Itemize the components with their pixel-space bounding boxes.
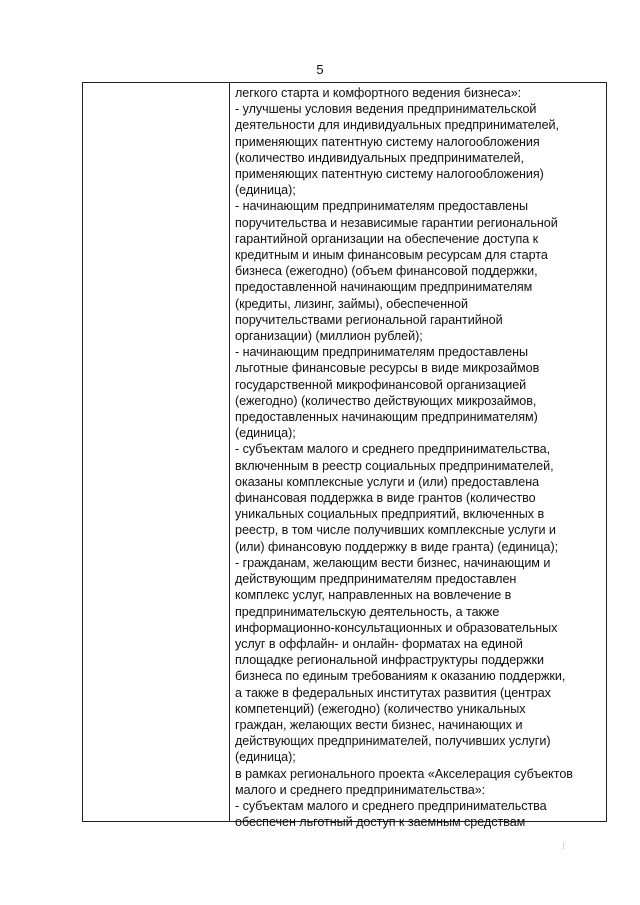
document-table (82, 82, 607, 830)
text-line: применяющих патентную систему налогообложения (235, 134, 540, 149)
scan-speck: ⁝ (562, 841, 565, 851)
text-line: финансовая поддержка в виде грантов (количество (235, 491, 536, 506)
text-line: применяющих патентную систему налогообложения) (235, 167, 544, 182)
text-line: площадке региональной инфраструктуры поддержки (235, 653, 544, 668)
text-line: льготные финансовые ресурсы в виде микрозаймов (235, 361, 540, 376)
text-line: - начинающим предпринимателям предоставлены (235, 199, 529, 214)
text-line: - гражданам, желающим вести бизнес, начинающим и (235, 555, 551, 570)
text-line: - субъектам малого и среднего предпринимательства, (235, 442, 551, 457)
text-line: услуг в оффлайн- и онлайн- форматах на единой (235, 636, 523, 651)
text-line: (кредиты, лизинг, займы), обеспеченной (235, 296, 468, 311)
text-line: обеспечен льготный доступ к заемным средствам (235, 815, 526, 830)
text-line: (ежегодно) (количество действующих микрозаймов, (235, 393, 537, 408)
page-number: 5 (316, 62, 324, 77)
text-line: оказаны комплексные услуги и (или) предоставлена (235, 474, 540, 489)
text-line: а также в федеральных институтах развития (центрах (235, 685, 551, 700)
text-line: организации) (миллион рублей); (235, 329, 423, 344)
text-line: граждан, желающих вести бизнес, начинающих и (235, 717, 523, 732)
text-line: предпринимательскую деятельность, а также (235, 604, 500, 619)
text-line: (количество индивидуальных предпринимателей, (235, 150, 524, 165)
text-line: деятельности для индивидуальных предпринимателей, (235, 118, 559, 133)
text-line: кредитным и иным финансовым ресурсам для старта (235, 248, 548, 263)
text-line: государственной микрофинансовой организацией (235, 377, 527, 392)
table-left-cell (83, 83, 230, 821)
text-line: - субъектам малого и среднего предпринимательства (235, 798, 547, 813)
text-line: комплекс услуг, направленных на вовлечение в (235, 588, 512, 603)
text-line: компетенций) (ежегодно) (количество уникальных (235, 701, 526, 716)
text-line: действующих предпринимателей, получивших услуги) (235, 734, 551, 749)
text-line: включенным в реестр социальных предпринимателей, (235, 458, 554, 473)
text-line: в рамках регионального проекта «Акселерация субъектов (235, 766, 573, 781)
text-line: бизнеса по единым требованиям к оказанию поддержки, (235, 669, 566, 684)
text-line: действующим предпринимателям предоставлен (235, 572, 517, 587)
text-line: предоставленных начинающим предпринимателям) (235, 410, 538, 425)
text-line: - улучшены условия ведения предпринимательской (235, 102, 537, 117)
text-line: предоставленной начинающим предпринимателям (235, 280, 533, 295)
text-line: - начинающим предпринимателям предоставлены (235, 345, 529, 360)
text-line: (единица); (235, 183, 296, 198)
text-line: легкого старта и комфортного ведения бизнеса»: (235, 86, 522, 100)
text-line: (единица); (235, 426, 296, 441)
text-line: (единица); (235, 750, 296, 765)
text-line: реестр, в том числе получивших комплексные услуги и (235, 523, 556, 538)
text-line: гарантийной организации на обеспечение доступа к (235, 231, 539, 246)
text-line: уникальных социальных предприятий, включенных в (235, 507, 545, 522)
text-line: информационно-консультационных и образовательных (235, 620, 558, 635)
text-line: бизнеса (ежегодно) (объем финансовой поддержки, (235, 264, 538, 279)
text-line: поручительствами региональной гарантийной (235, 312, 503, 327)
text-line: поручительства и независимые гарантии региональной (235, 215, 558, 230)
table-right-cell (230, 83, 606, 830)
text-line: малого и среднего предпринимательства»: (235, 782, 486, 797)
text-line: (или) финансовую поддержку в виде гранта) (единица); (235, 539, 559, 554)
